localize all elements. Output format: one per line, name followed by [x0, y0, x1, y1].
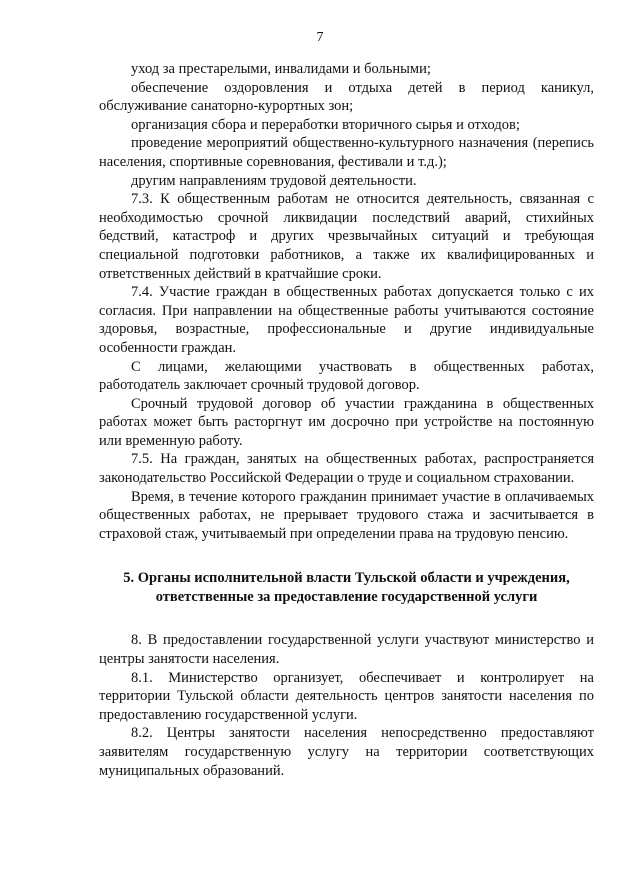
page-number: 7: [316, 30, 324, 45]
section-heading-line: 5. Органы исполнительной власти Тульской области и учреждения,: [123, 570, 570, 587]
paragraph: организация сбора и переработки вторичного сырья и отходов;: [131, 116, 520, 133]
paragraph: Время, в течение которого гражданин принимает участие в оплачиваемых общественных работах, не прерывает трудового стажа и засчитывается в страховой стаж, учитываемый при определении права на трудовую пенсию.: [99, 488, 594, 542]
paragraph: 7.3. К общественным работам не относится деятельность, связанная с необходимостью срочной ликвидации последствий аварий, стихийных бедствий, катастроф и других чрезвычайных ситуаций и требующая специальной подготовки работников, а также их квалифицированных и ответственных действий в кратчайшие сроки.: [99, 191, 594, 282]
paragraph: Срочный трудовой договор об участии гражданина в общественных работах может быть расторгнут им досрочно при устройстве на постоянную или временную работу.: [99, 395, 594, 449]
paragraph: 7.5. На граждан, занятых на общественных работах, распространяется законодательство Российской Федерации о труде и социальном страховании.: [99, 451, 594, 487]
paragraph: другим направлениям трудовой деятельности.: [131, 172, 417, 189]
paragraph: обеспечение оздоровления и отдыха детей в период каникул, обслуживание санаторно-курортных зон;: [99, 79, 594, 115]
paragraph: 8.2. Центры занятости населения непосредственно предоставляют заявителям государственную услугу на территории соответствующих муниципальных образований.: [99, 725, 594, 779]
paragraph: С лицами, желающими участвовать в общественных работах, работодатель заключает срочный трудовой договор.: [99, 358, 594, 394]
section-heading: [99, 569, 594, 607]
section-heading-line: ответственные за предоставление государственной услуги: [155, 589, 538, 606]
paragraph: 7.4. Участие граждан в общественных работах допускается только с их согласия. При направлении на общественные работы учитываются состояние здоровья, возрастные, профессиональные и другие индивидуальные особенности граждан.: [99, 284, 594, 356]
document-body: [99, 60, 594, 780]
paragraph: 8.1. Министерство организует, обеспечивает и контролирует на территории Тульской области деятельность центров занятости населения по предоставлению государственной услуги.: [99, 669, 594, 723]
paragraph: проведение мероприятий общественно-культурного назначения (перепись населения, спортивные соревнования, фестивали и т.д.);: [99, 135, 594, 170]
paragraph: 8. В предоставлении государственной услуги участвуют министерство и центры занятости населения.: [99, 632, 594, 668]
paragraph: уход за престарелыми, инвалидами и больными;: [131, 61, 431, 77]
